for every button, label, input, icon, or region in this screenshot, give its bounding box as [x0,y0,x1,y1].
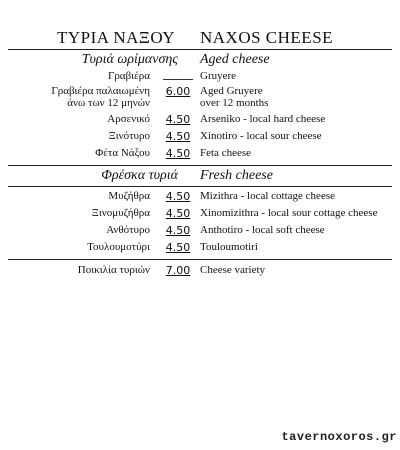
item-english-name: Xinotiro - local sour cheese [200,130,322,142]
item-english-name: Mizithra - local cottage cheese [200,190,335,202]
item-english-name: Gruyere [200,70,237,82]
item-price: 4.50 [165,113,191,126]
item-greek-name: Ξινομυζήθρα [91,207,150,219]
item-price: 4.50 [165,147,191,160]
header-divider [8,49,392,50]
item-greek-name: Μυζήθρα [108,190,150,202]
section-fresh-english: Fresh cheese [200,168,273,183]
section-aged-english: Aged cheese [200,52,270,67]
item-price: 7.00 [165,264,191,277]
item-greek-name: Τουλουμοτύρι [87,241,150,253]
item-english-subtitle: over 12 months [200,97,269,109]
item-price: 4.50 [165,241,191,254]
item-english-name: Anthotiro - local soft cheese [200,224,325,236]
section-fresh-greek: Φρέσκα τυριά [101,168,178,183]
item-english-name: Aged Gruyere [200,85,263,97]
item-greek-name: Ποικιλία τυριών [77,264,150,276]
item-price-blank [163,71,193,80]
item-greek-name: Ανθότυρο [106,224,150,236]
item-greek-name: Αρσενικό [107,113,150,125]
header-english: NAXOS CHEESE [200,28,334,47]
section-divider [8,259,392,260]
item-price: 4.50 [165,224,191,237]
item-greek-name: Γραβιέρα παλαιωμένη [51,85,150,97]
item-price: 6.00 [165,85,191,98]
item-greek-name: Γραβιέρα [107,70,150,82]
item-greek-name: Φέτα Νάξου [95,147,150,159]
section-divider [8,165,392,166]
section-divider [8,186,392,187]
item-price: 4.50 [165,207,191,220]
item-greek-name: Ξινότυρο [108,130,150,142]
item-english-name: Feta cheese [200,147,251,159]
item-greek-subtitle: άνω των 12 μηνών [67,97,150,109]
item-price: 4.50 [165,190,191,203]
item-price: 4.50 [165,130,191,143]
item-english-name: Touloumotiri [200,241,258,253]
header-greek: ΤΥΡΙΑ ΝΑΞΟΥ [57,28,176,47]
watermark-stamp: tavernoxoros.gr [281,430,397,444]
item-english-name: Xinomizithra - local sour cottage cheese [200,207,378,219]
section-aged-greek: Τυριά ωρίμανσης [81,52,178,67]
item-english-name: Cheese variety [200,264,266,276]
item-english-name: Arseniko - local hard cheese [200,113,326,125]
